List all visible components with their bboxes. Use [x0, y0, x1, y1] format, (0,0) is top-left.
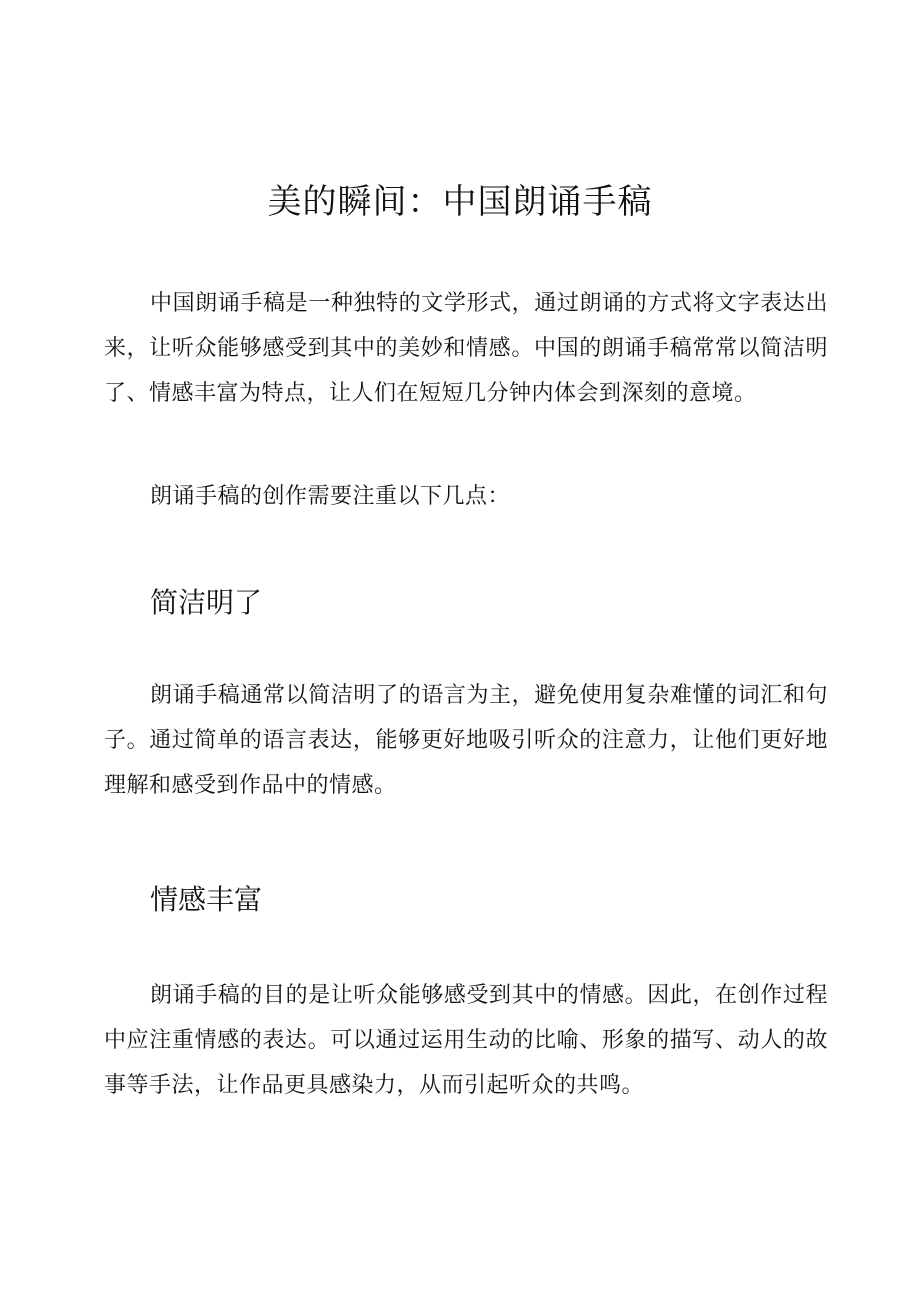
intro-paragraph: 中国朗诵手稿是一种独特的文学形式，通过朗诵的方式将文字表达出来，让听众能够感受到其中的美妙和情感。中国的朗诵手稿常常以简洁明了、情感丰富为特点，让人们在短短几分钟内体会到深刻的意境。 [104, 291, 828, 406]
section-heading-emotion: 情感丰富 [150, 883, 263, 916]
section-body-concise: 朗诵手稿通常以简洁明了的语言为主，避免使用复杂难懂的词汇和句子。通过简单的语言表达，能够更好地吸引听众的注意力，让他们更好地理解和感受到作品中的情感。 [104, 683, 828, 798]
section-body-emotion: 朗诵手稿的目的是让听众能够感受到其中的情感。因此，在创作过程中应注重情感的表达。可以通过运用生动的比喻、形象的描写、动人的故事等手法，让作品更具感染力，从而引起听众的共鸣。 [104, 983, 828, 1098]
section-heading-concise: 简洁明了 [150, 586, 263, 619]
document-title: 美的瞬间：中国朗诵手稿 [267, 182, 653, 222]
lead-paragraph: 朗诵手稿的创作需要注重以下几点： [150, 484, 511, 509]
